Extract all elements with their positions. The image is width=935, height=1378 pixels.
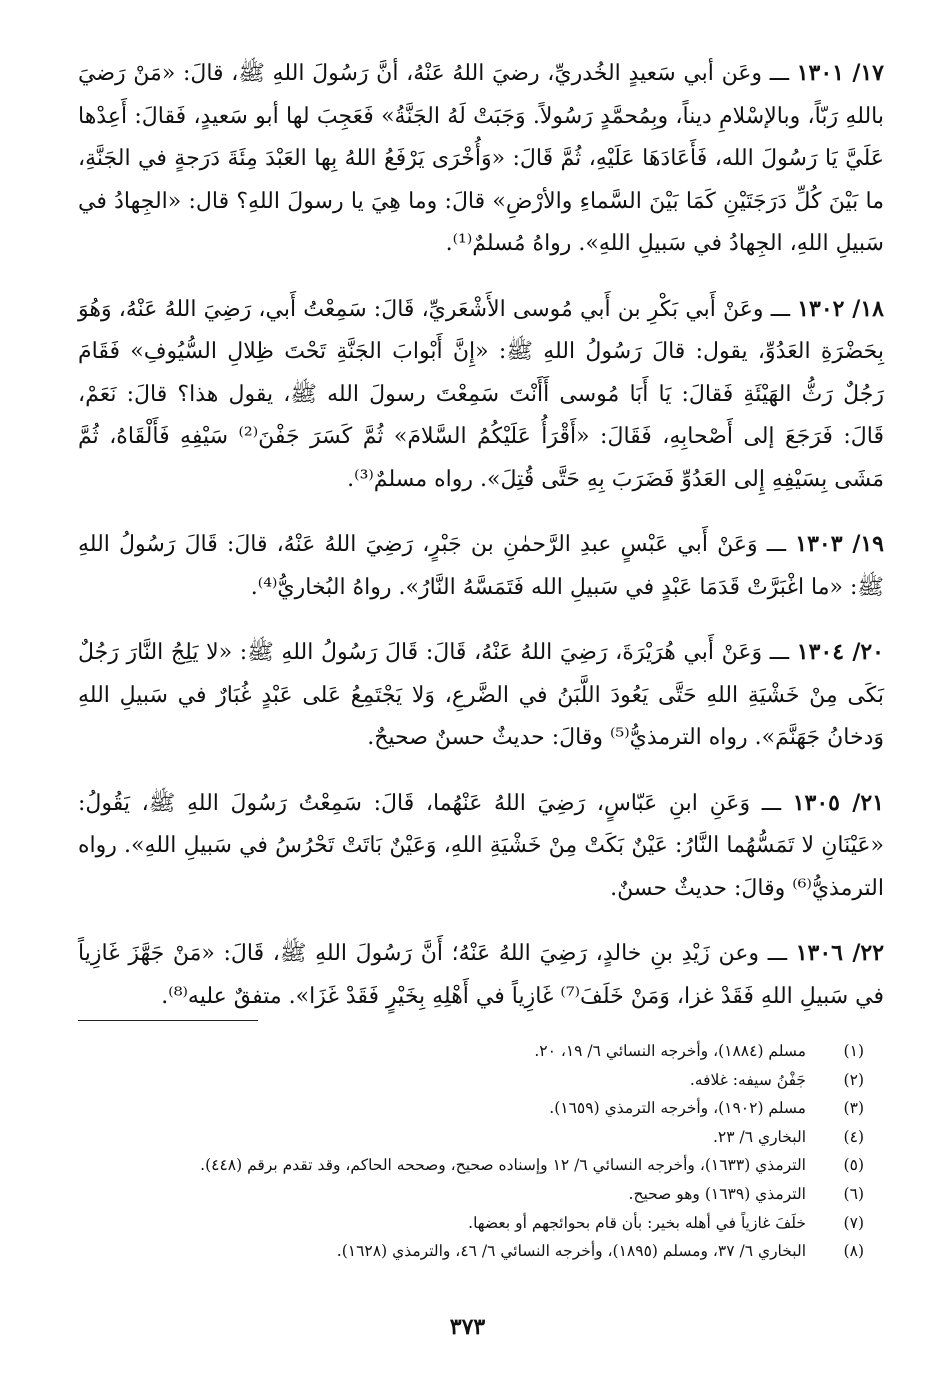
hadith-text: ـــ وعَن أبي سَعيدٍ الخُدريِّ، رضيَ اللهُ عَنْهُ، أنَّ رَسُولَ اللهِ ﷺ، قالَ: «مَنْ رَضيَ باللهِ رَبّاً، وبالإسْلامِ ديناً، وبِمُحمَّدٍ رَسُولاً. وَجَبَتْ لَهُ الجَنَّةُ» فَعَجِبَ لها أبو سَعيدٍ، فَقالَ: أَعِدْها عَلَيَّ يَا رَسُولَ الله، فَأَعَادَهَا عَلَيْهِ، ثُمَّ قَالَ: «وَأُخْرَى يَرْفَعُ اللهُ بِها العَبْدَ مِئَةَ دَرَجةٍ في الجَنَّةِ، ما بَيْنَ كُلِّ دَرَجَتَيْنِ كَمَا بَيْنَ السَّماءِ والأرْضِ» قالَ: وما هِيَ يا رسولَ اللهِ؟ قال: «الجِهادُ في سَبيلِ اللهِ، الجِهادُ في سَبيلِ اللهِ». رواهُ مُسلمٌ⁽¹⁾. <box>78 61 884 256</box>
footnote-item <box>78 1066 864 1095</box>
footnote-text: الترمذي (١٦٣٩) وهو صحيح. <box>628 1184 806 1203</box>
footnote-text: خلَفَ غازياً في أهله بخير: بأن قام بحوائجهم أو بعضها. <box>468 1213 806 1232</box>
hadith-number: ٢٠/ ١٣٠٤ <box>796 639 884 665</box>
footnote-item <box>78 1094 864 1123</box>
hadith-text: ـــ وعَنْ أَبي بَكْرِ بن أَبي مُوسى الأَشْعَريِّ، قَالَ: سَمِعْتُ أَبي، رَضِيَ اللهُ عَنْهُ، وَهُوَ بِحَضْرَةِ العَدُوِّ، يقول: قالَ رَسُولُ اللهِ ﷺ: «إِنَّ أَبْوابَ الجَنَّةِ تَحْتَ ظِلالِ السُّيُوفِ» فَقَامَ رَجُلٌ رَثُّ الهَيْئَةِ فَقالَ: يَا أَبَا مُوسى أَأَنْتَ سَمِعْتَ رسولَ الله ﷺ، يقول هذا؟ قالَ: نَعَمْ، قَالَ: فَرَجَعَ إلى أَصْحابِهِ، فَقَالَ: «أَقْرَأُ عَلَيْكُمُ السَّلامَ» ثُمَّ كَسَرَ جَفْنَ⁽²⁾ سَيْفِهِ فَأَلْقَاهُ، ثُمَّ مَشَى بِسَيْفِهِ إِلى العَدُوِّ فَضَرَبَ بِهِ حَتَّى قُتِلَ». رواه مسلمٌ⁽³⁾. <box>78 296 884 492</box>
footnote-number: (٦) <box>843 1184 864 1203</box>
footnote-text: البخاري ٦/ ٢٣. <box>712 1127 806 1146</box>
footnote-number: (٥) <box>843 1156 864 1175</box>
footnote-item <box>78 1180 864 1209</box>
footnote-divider <box>78 1020 258 1021</box>
hadith-number: ١٨/ ١٣٠٢ <box>797 295 884 322</box>
hadith-text: ـــ وَعَنْ أَبي عَبْسٍ عبدِ الرَّحمٰنِ بن جَبْرٍ، رَضِيَ اللهُ عَنْهُ، قالَ: قَالَ رَسُولُ اللهِ ﷺ: «ما اغْبَرَّتْ قَدَمَا عَبْدٍ في سَبيلِ الله فَتَمَسَّهُ النَّارُ». رواهُ البُخاريُّ⁽⁴⁾. <box>78 532 884 600</box>
page <box>78 52 884 1352</box>
footnotes <box>78 1037 864 1266</box>
hadith-1302 <box>78 288 884 502</box>
hadith-1303 <box>78 523 884 609</box>
hadith-number: ٢١/ ١٣٠٥ <box>792 789 884 816</box>
footnote-text: الترمذي (١٦٣٣)، وأخرجه النسائي ٦/ ١٢ وإسناده صحيح، وصححه الحاكم، وقد تقدم برقم (٤٤٨). <box>200 1156 806 1175</box>
footnote-number: (٨) <box>843 1242 864 1261</box>
footnote-number: (٢) <box>843 1070 864 1089</box>
footnote-number: (١) <box>843 1042 864 1060</box>
hadith-1305 <box>78 782 884 911</box>
footnote-item <box>78 1151 864 1180</box>
hadith-text: ـــ وَعَنْ أَبي هُرَيْرَةَ، رَضِيَ اللهُ عَنْهُ، قَالَ: قَالَ رَسُولُ اللهِ ﷺ: «لا يَلِجُ النَّارَ رَجُلٌ بَكَى مِنْ خَشْيَةِ اللهِ حَتَّى يَعُودَ اللَّبَنُ في الضَّرعِ، وَلا يَجْتَمِعُ عَلى عَبْدٍ غُبَارٌ في سَبيلِ اللهِ وَدخانُ جَهَنَّمَ». رواه الترمذيُّ⁽⁵⁾ وقالَ: حديثٌ حسنٌ صحيحٌ. <box>78 640 884 750</box>
hadith-number: ١٩/ ١٣٠٣ <box>795 531 884 557</box>
footnote-item <box>78 1037 864 1066</box>
footnote-text: جَفْنُ سيفه: غلافه. <box>689 1070 806 1089</box>
hadith-text: ـــ وَعَنِ ابنِ عَبّاسٍ، رَضِيَ اللهُ عَنْهُما، قَالَ: سَمِعْتُ رَسُولَ اللهِ ﷺ، يَقُولُ: «عَيْنَانِ لا تَمَسُّهُما النَّارُ: عَيْنٌ بَكَتْ مِنْ خَشْيَةِ اللهِ، وَعَيْنٌ بَاتَتْ تَحْرُسُ في سَبيلِ اللهِ». رواه الترمذيُّ⁽⁶⁾ وقالَ: حديثٌ حسنٌ. <box>78 790 884 901</box>
hadith-number: ١٧/ ١٣٠١ <box>796 60 884 86</box>
footnote-text: مسلم (١٨٨٤)، وأخرجه النسائي ٦/ ١٩، ٢٠. <box>534 1042 806 1060</box>
hadith-1306 <box>78 932 884 1018</box>
footnote-number: (٤) <box>843 1127 864 1146</box>
hadith-1301 <box>78 52 884 266</box>
footnote-text: البخاري ٦/ ٣٧، ومسلم (١٨٩٥)، وأخرجه النسائي ٦/ ٤٦، والترمذي (١٦٢٨). <box>336 1242 806 1261</box>
hadith-1304 <box>78 631 884 760</box>
footnote-number: (٣) <box>843 1099 864 1118</box>
hadith-number: ٢٢/ ١٣٠٦ <box>795 940 885 966</box>
footnote-item <box>78 1123 864 1152</box>
footnote-item <box>78 1237 864 1266</box>
footnote-text: مسلم (١٩٠٢)، وأخرجه الترمذي (١٦٥٩). <box>549 1099 806 1118</box>
footnote-number: (٧) <box>843 1213 864 1232</box>
page-number: ٣٧٣ <box>449 1314 486 1340</box>
hadith-text: ـــ وعن زَيْدِ بنِ خالدٍ، رَضِيَ اللهُ عَنْهُ؛ أَنَّ رَسُولَ اللهِ ﷺ، قَالَ: «مَنْ جَهَّزَ غَازِياً في سَبيلِ اللهِ فَقَدْ غزا، وَمَنْ خَلَفَ⁽⁷⁾ غَازِياً في أَهْلِهِ بِخَيْرٍ فَقَدْ غَزَا». متفقٌ عليه⁽⁸⁾. <box>78 941 884 1009</box>
footnote-item <box>78 1209 864 1238</box>
